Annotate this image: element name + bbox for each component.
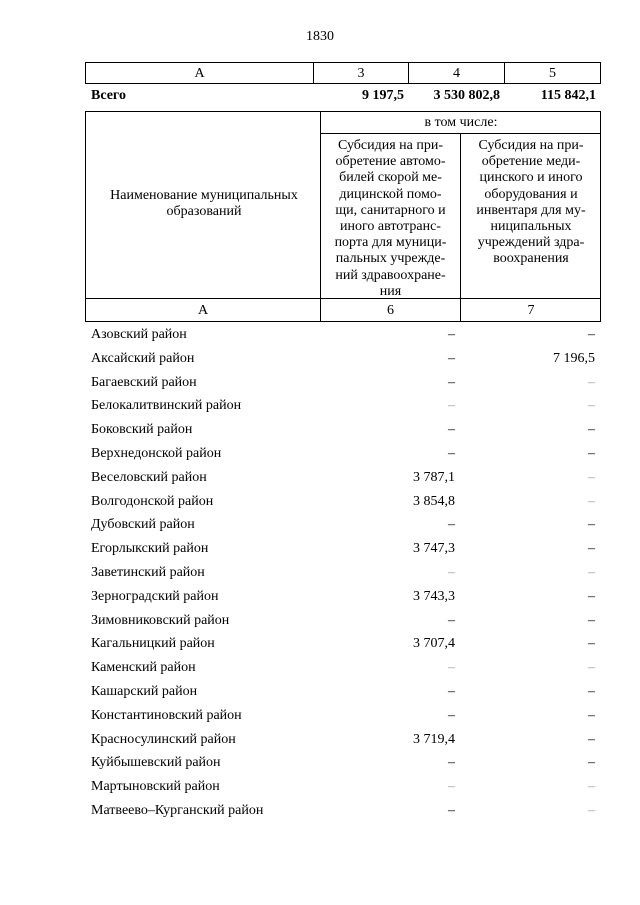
header-cell-5: 5 <box>504 62 601 84</box>
header-cell-a: А <box>85 62 313 84</box>
municipality-name: Азовский район <box>91 327 187 342</box>
municipality-name: Волгодонской район <box>91 493 214 509</box>
header-group-label: в том числе: <box>424 115 498 130</box>
municipality-name: Зимовниковский район <box>91 612 230 628</box>
value-col6: 3 707,4 <box>413 636 455 652</box>
value-col6: – <box>448 517 455 533</box>
municipality-name: Кашарский район <box>91 683 198 699</box>
value-col6: 3 787,1 <box>413 469 455 485</box>
municipality-name: Куйбышевский район <box>91 755 221 771</box>
header-number-7: 7 <box>527 303 535 318</box>
table-row <box>85 490 601 514</box>
value-col7: – <box>588 422 595 438</box>
value-col6: 3 743,3 <box>413 588 455 604</box>
value-col6: 3 854,8 <box>413 493 455 509</box>
table-row <box>85 751 601 775</box>
total-label: Всего <box>91 88 126 103</box>
table-row <box>85 775 601 799</box>
value-col6: – <box>448 350 455 366</box>
table-header <box>85 111 601 322</box>
municipality-name: Аксайский район <box>91 350 195 366</box>
value-col7: – <box>588 469 595 485</box>
municipality-name: Егорлыкский район <box>91 541 209 557</box>
table-row <box>85 585 601 609</box>
table-row <box>85 704 601 728</box>
municipality-name: Верхнедонской район <box>91 445 222 461</box>
value-col7: – <box>588 731 595 747</box>
header-number-a: А <box>197 303 209 318</box>
table-row <box>85 537 601 561</box>
value-col6: – <box>448 445 455 461</box>
value-col7: – <box>588 802 595 818</box>
municipality-name: Зерноградский район <box>91 588 219 604</box>
value-col6: – <box>448 660 455 676</box>
total-value-5: 115 842,1 <box>540 88 596 103</box>
municipality-name: Заветинский район <box>91 564 205 580</box>
value-col7: – <box>588 612 595 628</box>
municipality-name: Матвеево–Курганский район <box>91 802 264 818</box>
total-value-3: 9 197,5 <box>362 88 404 103</box>
value-col6: – <box>448 755 455 771</box>
table-row <box>85 394 601 418</box>
value-col7: – <box>588 541 595 557</box>
total-row <box>85 85 601 107</box>
value-col6: – <box>448 398 455 414</box>
table-row <box>85 680 601 704</box>
municipality-name: Красносулинский район <box>91 731 236 747</box>
table-row <box>85 799 601 823</box>
value-col7: – <box>588 398 595 414</box>
value-col7: – <box>588 707 595 723</box>
value-col7: – <box>588 445 595 461</box>
page-number: 1830 <box>306 29 334 44</box>
value-col7: – <box>588 636 595 652</box>
value-col7: – <box>588 517 595 533</box>
municipality-name: Веселовский район <box>91 469 207 485</box>
header-col7: Субсидия на при- обретение меди- цинского и иного оборудования и инвентаря для му- ниципальных учреждений здра- воохранения <box>476 138 586 267</box>
table-row <box>85 656 601 680</box>
table-row <box>85 609 601 633</box>
table-row <box>85 513 601 537</box>
table-row <box>85 347 601 371</box>
value-col7: – <box>588 683 595 699</box>
table-row <box>85 323 601 347</box>
value-col7: – <box>588 327 595 342</box>
value-col6: 3 747,3 <box>413 541 455 557</box>
value-col6: – <box>448 564 455 580</box>
value-col6: 3 719,4 <box>413 731 455 747</box>
table-row <box>85 561 601 585</box>
municipality-name: Мартыновский район <box>91 779 220 795</box>
table-row <box>85 466 601 490</box>
value-col6: – <box>448 802 455 818</box>
value-col7: – <box>588 493 595 509</box>
value-col7: – <box>588 374 595 390</box>
header-col6: Субсидия на при- обретение автомо- билей скорой ме- дицинской помо- щи, санитарного и иного автотранс- порта для муници- пальных учрежде- ний здравоохране- ния <box>334 138 447 299</box>
header-number-6: 6 <box>387 303 394 318</box>
municipality-name: Боковский район <box>91 422 193 438</box>
value-col6: – <box>448 707 455 723</box>
municipality-name: Белокалитвинский район <box>91 398 242 414</box>
value-col6: – <box>448 683 455 699</box>
table-row <box>85 728 601 752</box>
table-row <box>85 632 601 656</box>
value-col6: – <box>448 422 455 438</box>
value-col7: – <box>588 755 595 771</box>
municipality-name: Константиновский район <box>91 707 242 723</box>
municipalities-table-body <box>85 323 601 823</box>
municipality-name: Дубовский район <box>91 517 195 533</box>
total-value-4: 3 530 802,8 <box>433 88 500 103</box>
value-col7: – <box>588 564 595 580</box>
value-col7: – <box>588 779 595 795</box>
value-col6: – <box>448 779 455 795</box>
table-row <box>85 371 601 395</box>
value-col6: – <box>448 327 455 342</box>
municipality-name: Багаевский район <box>91 374 197 390</box>
value-col6: – <box>448 374 455 390</box>
table-row <box>85 442 601 466</box>
header-cell-3: 3 <box>313 62 408 84</box>
value-col7: – <box>588 588 595 604</box>
table-row <box>85 418 601 442</box>
summary-header-row <box>85 62 601 84</box>
value-col6: – <box>448 612 455 628</box>
municipality-name: Кагальницкий район <box>91 636 215 652</box>
municipality-name: Каменский район <box>91 660 196 676</box>
header-name-column: Наименование муниципальных образований <box>110 188 298 220</box>
value-col7: – <box>588 660 595 676</box>
value-col7: 7 196,5 <box>553 350 595 366</box>
header-cell-4: 4 <box>408 62 504 84</box>
